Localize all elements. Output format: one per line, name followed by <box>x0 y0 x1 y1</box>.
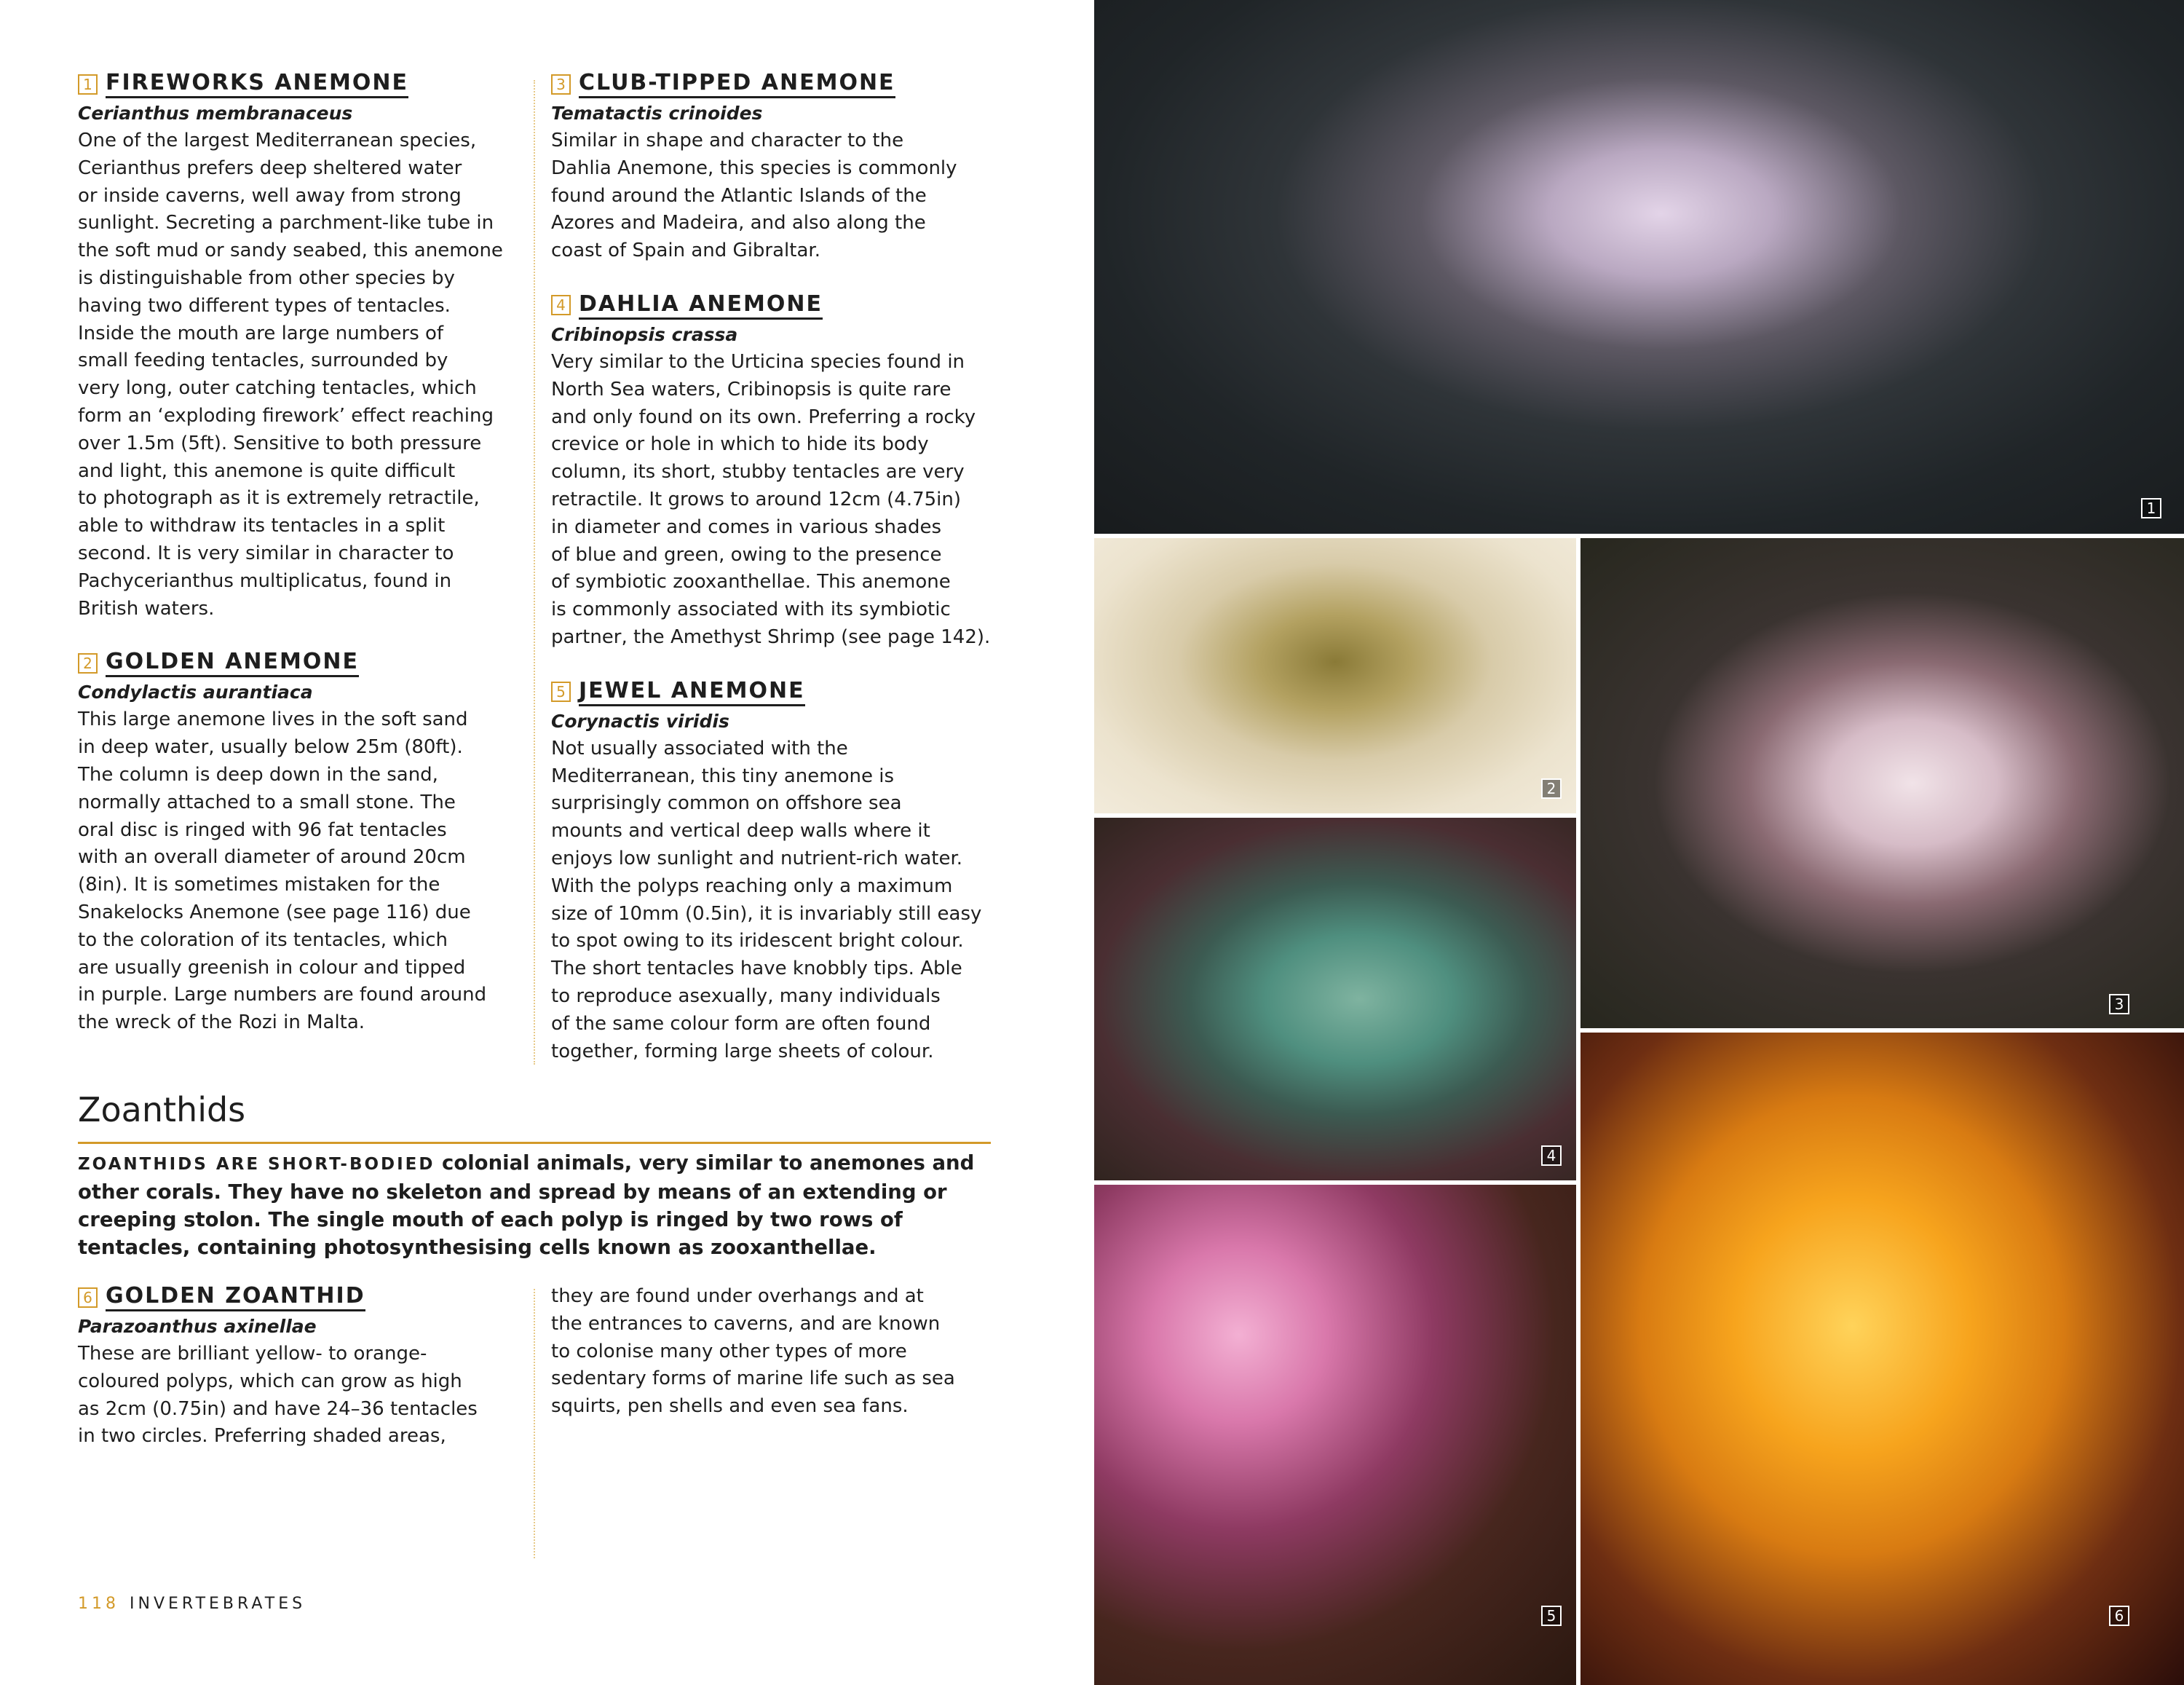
column-divider <box>534 80 535 1065</box>
body-line: column, its short, stubby tentacles are very <box>551 461 965 484</box>
body-line: in purple. Large numbers are found around <box>78 984 487 1006</box>
entry-title: FIREWORKS ANEMONE <box>106 70 408 98</box>
photo-fireworks-anemone <box>1094 0 2184 534</box>
body-line: and only found on its own. Preferring a rocky <box>551 406 976 428</box>
body-line: coloured polyps, which can grow as high <box>78 1370 462 1392</box>
entry-header <box>551 678 1017 706</box>
body-line: and light, this anemone is quite difficult <box>78 459 456 482</box>
body-line: the entrances to caverns, and are known <box>551 1312 941 1335</box>
body-line: partner, the Amethyst Shrimp (see page 142). <box>551 626 991 648</box>
latin-name: Cerianthus membranaceus <box>78 103 353 124</box>
page-footer <box>78 1595 306 1613</box>
photo-golden-anemone <box>1094 538 1576 813</box>
body-line: enjoys low sunlight and nutrient-rich water. <box>551 847 963 869</box>
entry-body <box>78 127 522 623</box>
body-line: oral disc is ringed with 96 fat tentacles <box>78 818 447 841</box>
body-line: normally attached to a small stone. The <box>78 791 456 813</box>
section-heading: Zoanthids <box>78 1090 246 1129</box>
entry-body <box>78 706 522 1037</box>
body-line: crevice or hole in which to hide its body <box>551 433 929 456</box>
photo-dahlia-anemone <box>1094 818 1576 1180</box>
section-intro <box>78 1149 1017 1261</box>
body-line: the soft mud or sandy seabed, this anemone <box>78 240 503 262</box>
body-line: are usually greenish in colour and tipped <box>78 956 466 979</box>
body-line: the wreck of the Rozi in Malta. <box>78 1011 365 1034</box>
entry-body <box>551 127 1017 265</box>
entry-golden-zoanthid-continued <box>551 1283 988 1421</box>
body-line: to colonise many other types of more <box>551 1340 907 1362</box>
body-line: is distinguishable from other species by <box>78 267 455 289</box>
photo-number-badge: 6 <box>2109 1606 2129 1626</box>
entry-number-badge: 3 <box>551 74 571 95</box>
section-rule <box>78 1142 991 1144</box>
body-line: in diameter and comes in various shades <box>551 516 942 538</box>
body-line: sedentary forms of marine life such as sea <box>551 1368 955 1390</box>
body-line: to the coloration of its tentacles, which <box>78 928 448 951</box>
body-line: Similar in shape and character to the <box>551 130 904 151</box>
body-line: Snakelocks Anemone (see page 116) due <box>78 901 471 923</box>
entry-body <box>78 1341 515 1451</box>
entry-number-badge: 4 <box>551 295 571 315</box>
body-line: This large anemone lives in the soft sand <box>78 709 468 731</box>
entry-header <box>78 649 522 677</box>
entry-title: DAHLIA ANEMONE <box>579 291 823 320</box>
entry-header <box>78 70 522 98</box>
body-line: small feeding tentacles, surrounded by <box>78 350 448 372</box>
body-line: able to withdraw its tentacles in a split <box>78 515 446 537</box>
body-line: retractile. It grows to around 12cm (4.75in) <box>551 488 962 510</box>
body-line: Very similar to the Urticina species found in <box>551 350 965 373</box>
body-line: over 1.5m (5ft). Sensitive to both pressure <box>78 432 482 454</box>
entry-title: CLUB-TIPPED ANEMONE <box>579 70 895 98</box>
body-line: found around the Atlantic Islands of the <box>551 184 927 207</box>
entry-title: GOLDEN ANEMONE <box>106 649 359 677</box>
entry-number-badge: 5 <box>551 682 571 702</box>
entry-fireworks-anemone <box>78 70 522 623</box>
body-line: surprisingly common on offshore sea <box>551 792 902 815</box>
entry-golden-zoanthid <box>78 1283 515 1451</box>
entry-header <box>78 1283 515 1311</box>
photo-number-badge: 5 <box>1541 1606 1562 1626</box>
body-line: form an ‘exploding firework’ effect reaching <box>78 404 494 427</box>
body-line: with an overall diameter of around 20cm <box>78 846 466 869</box>
body-line: coast of Spain and Gibraltar. <box>551 240 820 262</box>
body-line: Dahlia Anemone, this species is commonly <box>551 157 957 179</box>
entry-jewel-anemone <box>551 678 1017 1066</box>
photo-number-badge: 1 <box>2141 498 2161 518</box>
photo-club-tipped-anemone <box>1580 538 2184 1028</box>
intro-text: colonial animals, very similar to anemones and other corals. They have no skeleton and spread by means of an extending or creeping stolon. The single mouth of each polyp is ringed by two rows of tentacles, containing photosynthesising cells known as zooxanthellae. <box>78 1151 975 1259</box>
body-line: as 2cm (0.75in) and have 24–36 tentacles <box>78 1397 478 1420</box>
body-line: together, forming large sheets of colour. <box>551 1040 934 1062</box>
page-number: 118 <box>78 1595 119 1613</box>
left-column <box>78 70 522 1063</box>
body-line: (8in). It is sometimes mistaken for the <box>78 874 440 896</box>
body-line: having two different types of tentacles. <box>78 294 451 317</box>
entry-golden-anemone <box>78 649 522 1037</box>
body-line: very long, outer catching tentacles, which <box>78 377 477 400</box>
entry-number-badge: 1 <box>78 74 98 95</box>
body-line: Cerianthus prefers deep sheltered water <box>78 157 462 179</box>
entry-header <box>551 291 1017 320</box>
entry-title: GOLDEN ZOANTHID <box>106 1283 365 1311</box>
body-line: in two circles. Preferring shaded areas, <box>78 1425 446 1448</box>
body-line: Not usually associated with the <box>551 737 848 759</box>
body-line: to photograph as it is extremely retractile, <box>78 487 480 510</box>
entry-number-badge: 2 <box>78 653 98 674</box>
latin-name: Condylactis aurantiaca <box>78 682 313 703</box>
photo-jewel-anemone <box>1094 1185 1576 1685</box>
body-line: of blue and green, owing to the presence <box>551 543 942 566</box>
body-line: sunlight. Secreting a parchment-like tube in <box>78 212 494 234</box>
entry-body <box>551 735 1017 1066</box>
photo-number-badge: 4 <box>1541 1145 1562 1166</box>
entry-header <box>551 70 1017 98</box>
body-line: British waters. <box>78 597 215 620</box>
body-line: of the same colour form are often found <box>551 1012 931 1035</box>
body-line: Inside the mouth are large numbers of <box>78 322 444 344</box>
right-column <box>551 70 1017 1092</box>
body-line: These are brilliant yellow- to orange- <box>78 1343 427 1365</box>
entry-body <box>551 1283 988 1421</box>
body-line: of symbiotic zooxanthellae. This anemone <box>551 571 951 593</box>
body-line: Pachycerianthus multiplicatus, found in <box>78 569 452 592</box>
body-line: in deep water, usually below 25m (80ft). <box>78 736 463 759</box>
photo-golden-zoanthid <box>1580 1033 2184 1685</box>
body-line: mounts and vertical deep walls where it <box>551 820 930 842</box>
latin-name: Parazoanthus axinellae <box>78 1316 317 1337</box>
entry-club-tipped-anemone <box>551 70 1017 265</box>
entry-dahlia-anemone <box>551 291 1017 652</box>
body-line: squirts, pen shells and even sea fans. <box>551 1395 909 1418</box>
entry-title: JEWEL ANEMONE <box>579 678 805 706</box>
body-line: One of the largest Mediterranean species, <box>78 130 477 151</box>
latin-name: Cribinopsis crassa <box>551 323 738 345</box>
body-line: North Sea waters, Cribinopsis is quite rare <box>551 378 951 400</box>
body-line: With the polyps reaching only a maximum <box>551 875 953 897</box>
body-line: they are found under overhangs and at <box>551 1285 924 1307</box>
body-line: or inside caverns, well away from strong <box>78 184 462 207</box>
body-line: to spot owing to its iridescent bright colour. <box>551 930 964 952</box>
body-line: The short tentacles have knobbly tips. Able <box>551 958 962 980</box>
body-line: Azores and Madeira, and also along the <box>551 212 926 234</box>
photo-number-badge: 3 <box>2109 994 2129 1014</box>
entry-body <box>551 349 1017 652</box>
section-name: INVERTEBRATES <box>130 1595 306 1613</box>
latin-name: Corynactis viridis <box>551 710 729 732</box>
body-line: Mediterranean, this tiny anemone is <box>551 765 895 787</box>
column-divider <box>534 1289 535 1558</box>
body-line: The column is deep down in the sand, <box>78 763 438 786</box>
body-line: size of 10mm (0.5in), it is invariably still easy <box>551 902 982 925</box>
body-line: second. It is very similar in character to <box>78 542 454 564</box>
intro-lead: ZOANTHIDS ARE SHORT-BODIED <box>78 1155 435 1174</box>
entry-number-badge: 6 <box>78 1287 98 1308</box>
body-line: to reproduce asexually, many individuals <box>551 984 941 1007</box>
latin-name: Tematactis crinoides <box>551 103 763 124</box>
photo-number-badge: 2 <box>1541 778 1562 799</box>
body-line: is commonly associated with its symbiotic <box>551 599 951 621</box>
